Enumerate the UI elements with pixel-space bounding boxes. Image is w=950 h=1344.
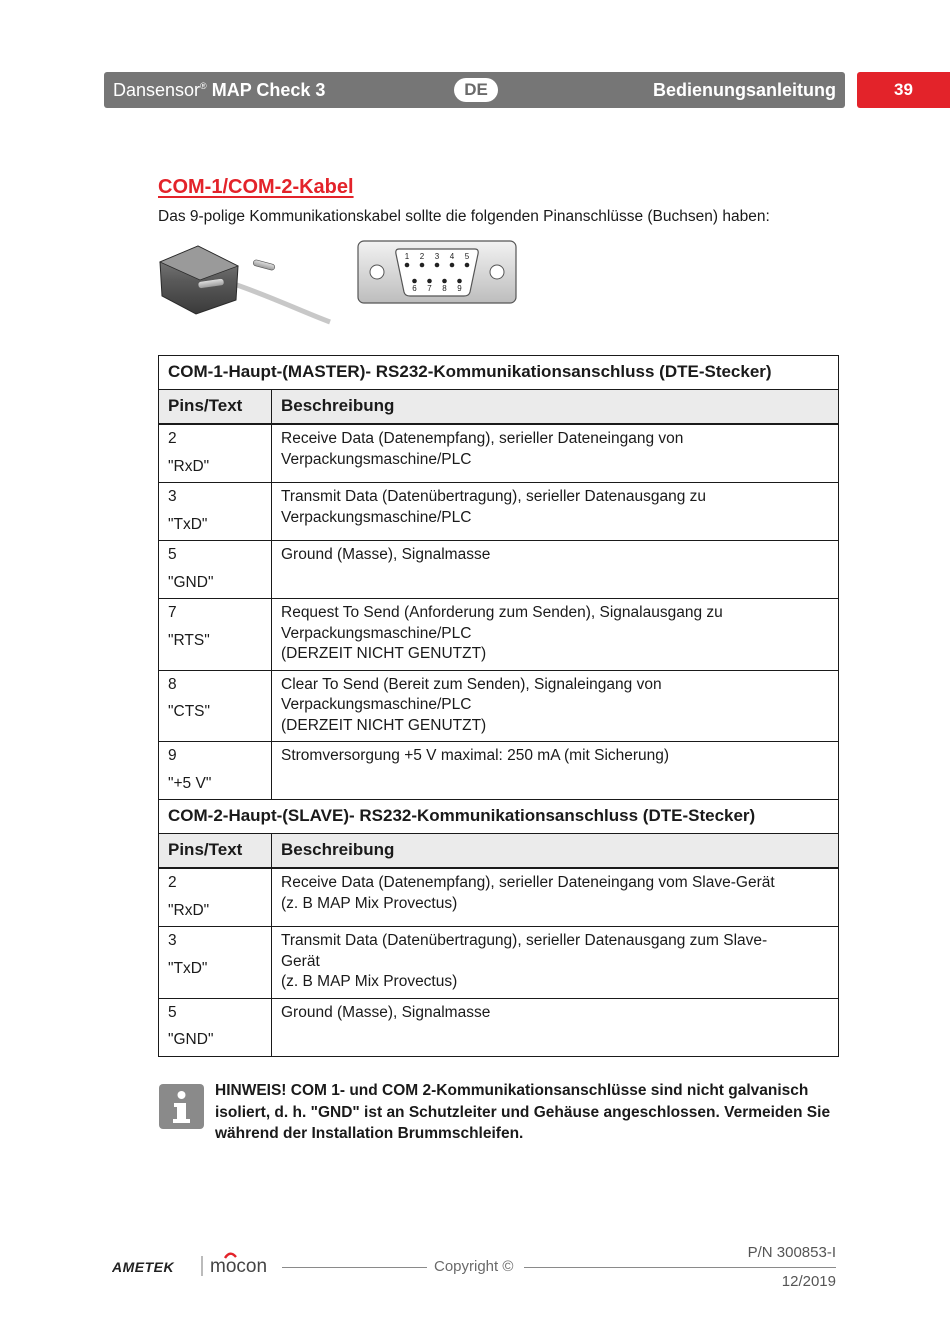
pin-signal: "GND" [168,1031,214,1048]
pin-number: 9 [168,747,177,764]
language-badge: DE [454,78,498,102]
description-line: Transmit Data (Datenübertragung), serieller Datenausgang zum Slave- [281,932,768,949]
pin-cell [159,599,272,671]
pin-signal: "RTS" [168,631,210,649]
pin-label: 3 [434,252,440,261]
description-cell [272,998,839,1056]
manual-title: Bedienungsanleitung [652,80,836,100]
pin-label: 9 [457,284,462,293]
logo-mocon-text: mocon [210,1256,268,1277]
description-line: Ground (Masse), Signalmasse [281,546,491,563]
com2-col-pins: Pins/Text [159,834,272,869]
pin-cell [159,541,272,599]
pin-cell [159,670,272,742]
description-line: (z. B MAP Mix Provectus) [281,894,458,912]
description-line: Clear To Send (Bereit zum Senden), Signaleingang von [281,675,662,693]
pin-dot [457,279,462,284]
pin-number: 5 [168,1003,177,1021]
footer-rule-right [524,1267,836,1268]
com2-table-row [159,868,839,927]
pin-cell [159,927,272,999]
pin-cell [159,868,272,927]
pin-cell [159,424,272,483]
description-line: Verpackungsmaschine/PLC [281,450,472,468]
description-line: Verpackungsmaschine/PLC [281,696,472,713]
com1-pin-table [158,355,839,800]
description-cell [272,868,839,927]
pin-number: 3 [168,932,177,949]
pin-label: 7 [427,284,432,293]
com1-col-pins: Pins/Text [159,390,272,425]
com2-table-row [159,998,839,1056]
pin-cell [159,742,272,800]
com2-col-description: Beschreibung [272,834,839,869]
com1-table-row [159,424,839,483]
com1-col-description: Beschreibung [272,390,839,425]
product-name: MAP Check 3 [211,80,326,100]
pin-cell [159,483,272,541]
pin-dot [420,263,425,268]
ametek-mocon-logo [112,1248,277,1282]
pin-label: 4 [449,252,455,261]
description-line: Gerät [281,952,320,970]
description-line: (z. B MAP Mix Provectus) [281,973,458,990]
description-line: Ground (Masse), Signalmasse [281,1003,491,1021]
footer-rule-left [282,1267,427,1268]
pin-signal: "+5 V" [168,774,212,792]
com1-table-row [159,599,839,671]
info-icon [159,1084,204,1129]
com1-table-row [159,483,839,541]
pin-dot [412,279,417,284]
pin-number: 3 [168,488,177,505]
pin-dot [450,263,455,268]
description-cell [272,483,839,541]
copyright: Copyright © [434,1258,514,1275]
section-intro: Das 9-polige Kommunikationskabel sollte die folgenden Pinanschlüsse (Buchsen) haben: [158,208,770,225]
pin-number: 8 [168,675,177,693]
description-cell [272,599,839,671]
pin-label: 5 [464,252,470,261]
com2-table-row [159,927,839,999]
pin-cell [159,998,272,1056]
pin-dot [435,263,440,268]
pin-signal: "RxD" [168,457,210,475]
description-cell [272,541,839,599]
pin-label: 6 [412,284,417,293]
description-cell [272,424,839,483]
section-title: COM-1/COM-2-Kabel [158,176,354,198]
pin-signal: "GND" [168,573,214,591]
description-line: (DERZEIT NICHT GENUTZT) [281,716,487,734]
description-cell [272,670,839,742]
description-line: (DERZEIT NICHT GENUTZT) [281,645,487,662]
pin-signal: "CTS" [168,703,211,720]
note-text: HINWEIS! COM 1- und COM 2-Kommunikationsanschlüsse sind nicht galvanisch isoliert, d. h. "GND" ist an Schutzleiter und Gehäuse angeschlossen. Vermeiden Sie während der Installation Brummschleifen. [215,1082,831,1142]
logo-ametek-text: AMETEK [112,1259,175,1275]
pin-number: 2 [168,874,177,891]
db9-connector-diagram [357,240,517,304]
description-line: Verpackungsmaschine/PLC [281,508,472,526]
pin-dot [405,263,410,268]
pin-dot [427,279,432,284]
description-line: Transmit Data (Datenübertragung), serieller Datenausgang zu [281,488,707,505]
pin-label: 8 [442,284,447,293]
cable-illustration [158,240,333,330]
com1-table-row [159,541,839,599]
description-line: Receive Data (Datenempfang), serieller Dateneingang von [281,430,684,447]
pin-label: 1 [404,252,410,261]
pin-label: 2 [419,252,425,261]
header-brand [113,80,325,101]
description-line: Receive Data (Datenempfang), serieller Dateneingang vom Slave-Gerät [281,874,775,891]
header-bar [104,72,845,108]
document-date: 12/2019 [781,1273,836,1290]
brand-name: Dansensor [113,80,201,100]
description-line: Verpackungsmaschine/PLC [281,624,472,642]
com1-table-row [159,742,839,800]
part-number: P/N 300853-I [747,1244,836,1261]
pin-signal: "TxD" [168,959,208,977]
pin-number: 2 [168,430,177,447]
description-line: Request To Send (Anforderung zum Senden), Signalausgang zu [281,604,723,621]
pin-number: 7 [168,604,177,621]
description-cell [272,742,839,800]
registered-mark: ® [200,81,207,91]
pin-signal: "TxD" [168,515,208,533]
pin-dot [442,279,447,284]
pin-number: 5 [168,546,177,563]
com2-pin-table [158,799,839,1057]
com2-table-caption: COM-2-Haupt-(SLAVE)- RS232-Kommunikationsanschluss (DTE-Stecker) [159,800,839,834]
description-cell [272,927,839,999]
description-line: Stromversorgung +5 V maximal: 250 mA (mit Sicherung) [281,747,670,764]
com1-table-row [159,670,839,742]
page-number: 39 [857,72,950,108]
pin-signal: "RxD" [168,901,210,919]
pin-dot [465,263,470,268]
com1-table-caption: COM-1-Haupt-(MASTER)- RS232-Kommunikationsanschluss (DTE-Stecker) [159,356,839,390]
